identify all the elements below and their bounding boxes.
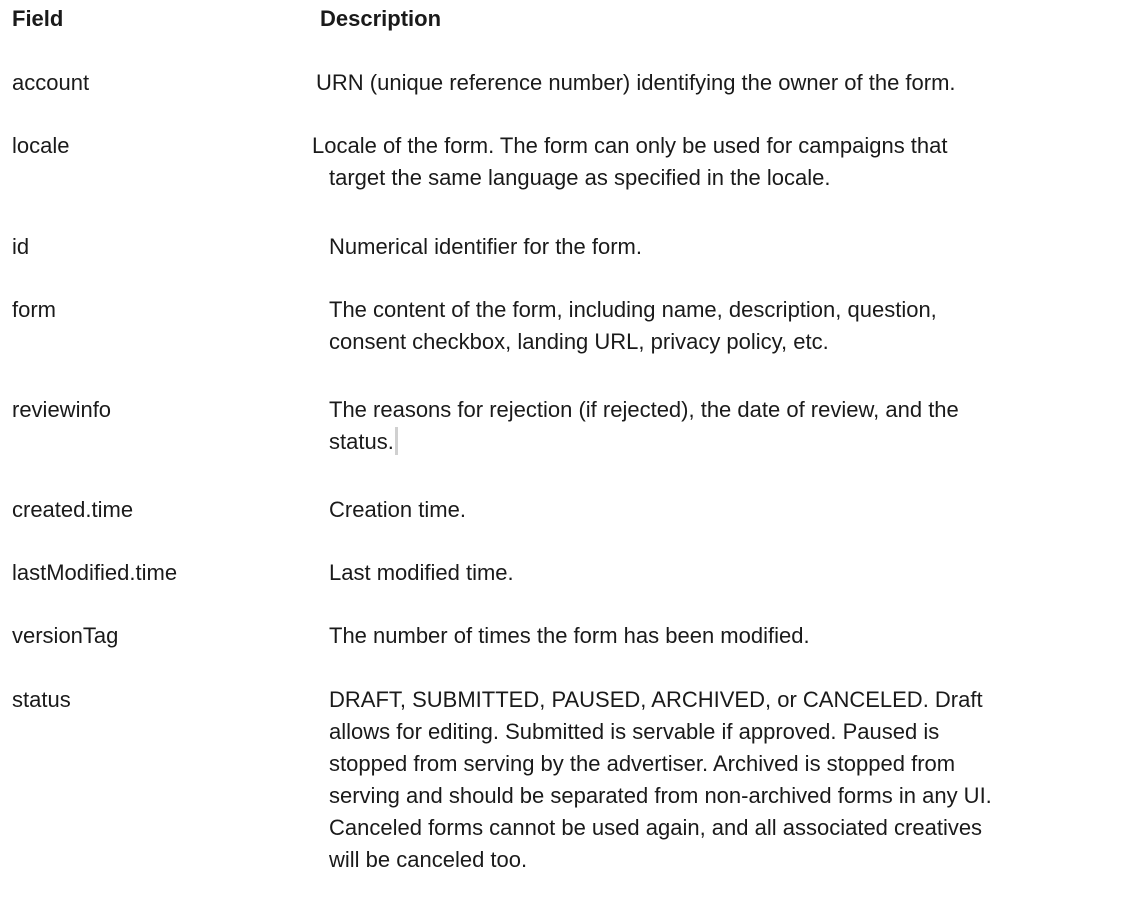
description-line: serving and should be separated from non-archived forms in any UI.	[329, 783, 992, 808]
description-locale	[312, 130, 1102, 194]
description-reviewinfo[interactable]	[329, 394, 1119, 458]
description-last-modified-time	[329, 557, 1119, 589]
field-name-status: status	[12, 687, 71, 712]
column-header-description: Description	[320, 6, 442, 31]
description-created-time	[329, 494, 1119, 526]
description-line: will be canceled too.	[329, 847, 528, 872]
description-line: stopped from serving by the advertiser. Archived is stopped from	[329, 751, 956, 776]
description-line: Locale of the form. The form can only be used for campaigns that	[312, 133, 948, 158]
description-line: The content of the form, including name, description, question,	[329, 297, 937, 322]
column-header-field: Field	[12, 6, 64, 31]
field-name-reviewinfo: reviewinfo	[12, 397, 112, 422]
field-name-form: form	[12, 297, 56, 322]
description-account	[316, 67, 1106, 99]
text-cursor	[395, 427, 398, 455]
description-line: allows for editing. Submitted is servable if approved. Paused is	[329, 719, 940, 744]
description-form	[329, 294, 1119, 358]
description-version-tag	[329, 620, 1119, 652]
description-line: URN (unique reference number) identifying the owner of the form.	[316, 70, 956, 95]
field-name-id: id	[12, 234, 30, 259]
description-status	[329, 684, 1119, 876]
field-name-last-modified-time: lastModified.time	[12, 560, 178, 585]
field-name-account: account	[12, 70, 90, 95]
description-line-with-cursor	[329, 426, 1119, 458]
field-name-locale: locale	[12, 133, 70, 158]
description-line: Canceled forms cannot be used again, and all associated creatives	[329, 815, 983, 840]
description-line: Numerical identifier for the form.	[329, 234, 642, 259]
description-line: Creation time.	[329, 497, 466, 522]
description-line: status.	[329, 429, 394, 454]
description-line: The number of times the form has been modified.	[329, 623, 810, 648]
description-line: DRAFT, SUBMITTED, PAUSED, ARCHIVED, or CANCELED. Draft	[329, 687, 983, 712]
field-name-version-tag: versionTag	[12, 623, 119, 648]
description-line: target the same language as specified in the locale.	[329, 165, 831, 190]
description-id	[329, 231, 1119, 263]
field-name-created-time: created.time	[12, 497, 134, 522]
description-line: Last modified time.	[329, 560, 514, 585]
description-line: The reasons for rejection (if rejected), the date of review, and the	[329, 397, 959, 422]
description-line: consent checkbox, landing URL, privacy policy, etc.	[329, 329, 829, 354]
